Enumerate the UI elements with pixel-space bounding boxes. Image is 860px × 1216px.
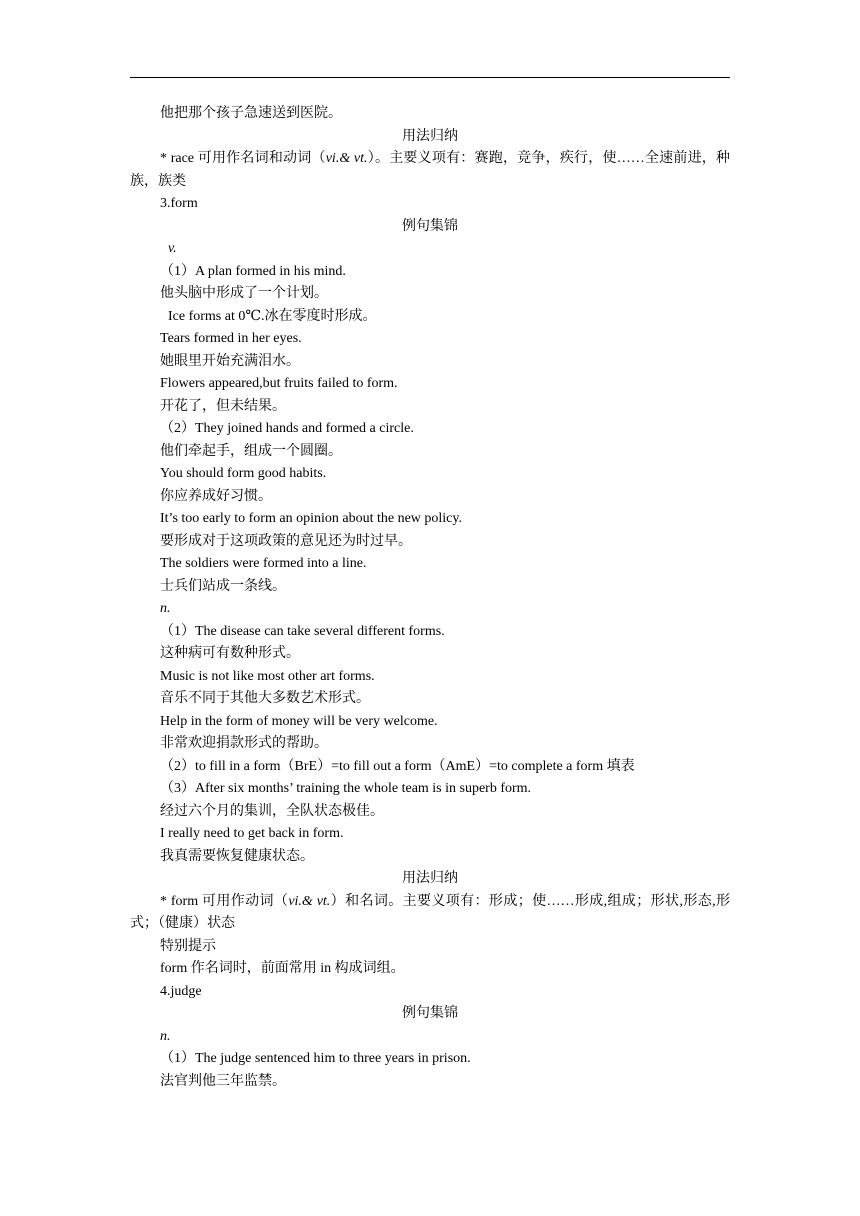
section-heading: 例句集锦 <box>402 218 458 234</box>
entry-heading: 4.judge <box>160 983 202 999</box>
header-rule <box>130 77 730 78</box>
text-line: （1）The judge sentenced him to three years in prison. <box>160 1051 471 1066</box>
tip-heading: 特别提示 <box>160 938 216 954</box>
entry-heading: 3.form <box>160 196 198 211</box>
text-line: 他头脑中形成了一个计划。 <box>160 286 328 301</box>
text-line: 我真需要恢复健康状态。 <box>160 848 314 864</box>
section-heading: 用法归纳 <box>402 871 458 886</box>
text-line: （1）The disease can take several different forms. <box>160 623 445 639</box>
text-line: Ice forms at 0℃.冰在零度时形成。 <box>168 308 377 324</box>
usage-summary: * form 可用作动词（vi.& vt.）和名词。主要义项有：形成；使……形成,组成；形状,形态,形式；（健康）状态 <box>130 893 730 931</box>
text-line: （2）to fill in a form（BrE）=to fill out a form（AmE）=to complete a form 填表 <box>160 758 635 774</box>
text-line: （3）After six months’ training the whole team is in superb form. <box>160 781 532 796</box>
text-line: 这种病可有数种形式。 <box>160 646 300 661</box>
part-of-speech: n. <box>160 601 171 616</box>
text-line: 要形成对于这项政策的意见还为时过早。 <box>160 533 412 549</box>
part-of-speech: n. <box>160 1028 171 1044</box>
text-line: Flowers appeared,but fruits failed to form. <box>160 376 398 391</box>
document-body <box>130 103 730 1093</box>
text-line: You should form good habits. <box>160 466 327 481</box>
text-line: form 作名词时，前面常用 in 构成词组。 <box>160 961 405 976</box>
text-line: 经过六个月的集训，全队状态极佳。 <box>160 803 384 819</box>
section-heading: 例句集锦 <box>402 1006 458 1021</box>
text-line: 开花了，但未结果。 <box>160 398 286 414</box>
text-line: I really need to get back in form. <box>160 826 344 841</box>
text-line: （2）They joined hands and formed a circle. <box>160 421 414 436</box>
text-line: 他们牵起手，组成一个圆圈。 <box>160 443 342 459</box>
text-line: 音乐不同于其他大多数艺术形式。 <box>160 691 370 706</box>
text-line: Tears formed in her eyes. <box>160 331 302 346</box>
text-line: 他把那个孩子急速送到医院。 <box>160 106 342 121</box>
text-line: 非常欢迎捐款形式的帮助。 <box>160 736 328 751</box>
text-line: 法官判他三年监禁。 <box>160 1073 286 1089</box>
text-line: Music is not like most other art forms. <box>160 668 375 684</box>
text-line: 你应养成好习惯。 <box>160 488 272 504</box>
text-line: （1）A plan formed in his mind. <box>160 263 346 279</box>
section-heading: 用法归纳 <box>402 128 458 144</box>
part-of-speech: v. <box>168 241 177 256</box>
text-line: 她眼里开始充满泪水。 <box>160 353 300 369</box>
text-line: Help in the form of money will be very welcome. <box>160 713 438 729</box>
text-line: It’s too early to form an opinion about the new policy. <box>160 511 462 526</box>
text-line: 士兵们站成一条线。 <box>160 578 286 594</box>
usage-summary: * race 可用作名词和动词（vi.& vt.）。主要义项有：赛跑，竞争，疾行，使……全速前进，种族，族类 <box>130 151 731 189</box>
text-line: The soldiers were formed into a line. <box>160 556 367 571</box>
